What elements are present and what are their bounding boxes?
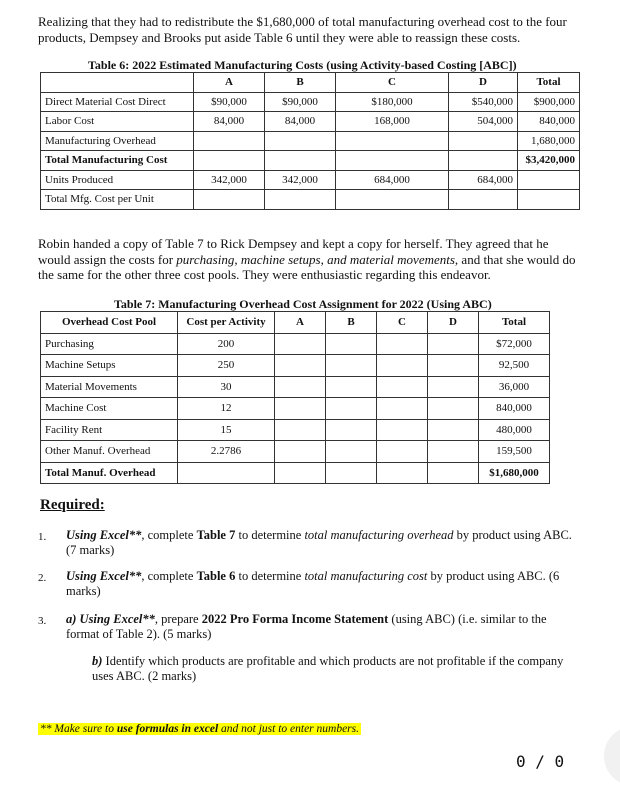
table-row — [41, 151, 580, 171]
table6-cell: 840,000 — [518, 112, 580, 132]
table7-header-row — [41, 312, 550, 334]
table6-cell: 684,000 — [449, 170, 518, 190]
table6-cell — [194, 131, 265, 151]
table7-cell: $1,680,000 — [479, 462, 550, 484]
table7-header-cell: A — [275, 312, 326, 334]
table6-header-row — [41, 73, 580, 93]
table7-cell: Machine Setups — [41, 355, 178, 377]
table6-cell — [265, 151, 336, 171]
table-row — [41, 376, 550, 398]
item-italic: total manufacturing cost — [304, 569, 428, 583]
note-text: and not just to enter numbers. — [218, 723, 360, 735]
table6-cell: Direct Material Cost Direct — [41, 92, 194, 112]
table7-cell — [275, 376, 326, 398]
robin-italic: purchasing, machine setups, and material movements — [176, 251, 455, 267]
table6-cell — [194, 190, 265, 210]
required-item-3b — [92, 654, 572, 684]
table7-cell: Total Manuf. Overhead — [41, 462, 178, 484]
table7-cell — [326, 398, 377, 420]
table6-cell — [336, 190, 449, 210]
table7-header-cell: B — [326, 312, 377, 334]
table7-cell — [326, 419, 377, 441]
table7-cell — [377, 462, 428, 484]
table7-cell: Machine Cost — [41, 398, 178, 420]
table-row — [41, 112, 580, 132]
table7-cell — [377, 355, 428, 377]
table6-caption: Table 6: 2022 Estimated Manufacturing Costs (using Activity-based Costing [ABC]) — [88, 58, 517, 72]
item-lead: Using Excel** — [66, 569, 142, 583]
table7-cell — [428, 419, 479, 441]
robin-paragraph — [38, 236, 578, 283]
table7-cell: 840,000 — [479, 398, 550, 420]
note-bold: use formulas in excel — [116, 723, 219, 735]
table7-caption: Table 7: Manufacturing Overhead Cost Assignment for 2022 (Using ABC) — [114, 297, 492, 311]
table7-header-cell: Total — [479, 312, 550, 334]
table6-cell: $540,000 — [449, 92, 518, 112]
table6-cell: Labor Cost — [41, 112, 194, 132]
table7-cell — [178, 462, 275, 484]
table7-cell: 2.2786 — [178, 441, 275, 463]
excel-formula-note — [38, 723, 361, 735]
table7-header-cell: Overhead Cost Pool — [41, 312, 178, 334]
table6-cell — [336, 151, 449, 171]
table7-header-cell: Cost per Activity — [178, 312, 275, 334]
table7-cell: Purchasing — [41, 333, 178, 355]
robin-text-1: Robin handed a copy of Table 7 to Rick Dempsey and kept a copy for herself. They agreed that he would assign the costs for — [38, 236, 549, 267]
item-text: , complete — [141, 569, 197, 583]
table6-cell: Total Manufacturing Cost — [41, 151, 194, 171]
item-bold: Table 7 — [196, 528, 236, 542]
item-number: 1. — [38, 531, 47, 543]
table7-header-cell: C — [377, 312, 428, 334]
required-heading: Required: — [40, 497, 105, 513]
item-number: 3. — [38, 615, 47, 627]
table7-cell: 30 — [178, 376, 275, 398]
item-bold: 2022 Pro Forma Income Statement — [201, 612, 389, 626]
required-item-2 — [66, 569, 574, 599]
table6-cell: 84,000 — [265, 112, 336, 132]
table6-cell: $3,420,000 — [518, 151, 580, 171]
table6-cell — [518, 190, 580, 210]
table7-cell: $72,000 — [479, 333, 550, 355]
table6-cell: Manufacturing Overhead — [41, 131, 194, 151]
table7-cell — [275, 441, 326, 463]
item-text: (using ABC) (i.e. similar to the format of Table 2). (5 marks) — [66, 612, 547, 641]
table7-cell — [428, 462, 479, 484]
required-item-1 — [66, 528, 574, 558]
table6-cell: 168,000 — [336, 112, 449, 132]
item-text: by product using ABC. (7 marks) — [66, 528, 572, 557]
table-row — [41, 441, 550, 463]
table6-cell: Total Mfg. Cost per Unit — [41, 190, 194, 210]
table6-cell: 342,000 — [265, 170, 336, 190]
table7-cell — [326, 355, 377, 377]
table7-cell — [428, 441, 479, 463]
table7-cell — [326, 462, 377, 484]
table7-cell: 92,500 — [479, 355, 550, 377]
table6-cell: 342,000 — [194, 170, 265, 190]
table7-cell — [326, 333, 377, 355]
table-row — [41, 92, 580, 112]
item-text: , prepare — [154, 612, 202, 626]
table6-header-cell — [41, 73, 194, 93]
table6-cell: 684,000 — [336, 170, 449, 190]
item-bold: Table 6 — [196, 569, 236, 583]
table6-cell — [265, 131, 336, 151]
table7-cell — [428, 333, 479, 355]
table7-cell: Facility Rent — [41, 419, 178, 441]
table6-cell — [449, 190, 518, 210]
table7-cell — [377, 441, 428, 463]
table7-cell: Other Manuf. Overhead — [41, 441, 178, 463]
item-number: 2. — [38, 572, 47, 584]
robin-text-2: , and that she would do the same for the other three cost pools. They were enthusiastic regarding this endeavor. — [38, 251, 576, 282]
table-row — [41, 398, 550, 420]
item-lead: a) Using Excel** — [66, 612, 155, 626]
table7 — [40, 311, 550, 484]
table6-cell: Units Produced — [41, 170, 194, 190]
table6-cell: $90,000 — [265, 92, 336, 112]
table7-cell — [428, 355, 479, 377]
table7-cell: Material Movements — [41, 376, 178, 398]
table6-header-cell: A — [194, 73, 265, 93]
table7-cell — [428, 398, 479, 420]
item-text: , complete — [141, 528, 197, 542]
item-text: to determine — [235, 528, 305, 542]
required-item-3a — [66, 612, 574, 642]
page-counter: 0 / 0 — [516, 752, 565, 771]
sub-b-text: Identify which products are profitable and which products are not profitable if the company uses ABC. (2 marks) — [92, 654, 564, 683]
table6-cell: $90,000 — [194, 92, 265, 112]
table6-header-cell: B — [265, 73, 336, 93]
note-text: ** Make sure to — [40, 723, 117, 735]
table6-cell: $180,000 — [336, 92, 449, 112]
table-row — [41, 355, 550, 377]
table-row — [41, 131, 580, 151]
table6-cell — [336, 131, 449, 151]
table-row — [41, 333, 550, 355]
table-row — [41, 170, 580, 190]
table7-cell — [275, 398, 326, 420]
table7-cell — [377, 419, 428, 441]
item-text: to determine — [235, 569, 305, 583]
table6-header-cell: C — [336, 73, 449, 93]
sub-b-label: b) — [92, 654, 103, 668]
table6-cell: 84,000 — [194, 112, 265, 132]
table-row — [41, 190, 580, 210]
table7-cell: 250 — [178, 355, 275, 377]
table7-cell — [275, 419, 326, 441]
table7-header-cell: D — [428, 312, 479, 334]
table6-cell: 1,680,000 — [518, 131, 580, 151]
intro-paragraph: Realizing that they had to redistribute the $1,680,000 of total manufacturing overhead cost to the four products, Dempsey and Brooks put aside Table 6 until they were able to reassign these costs. — [38, 14, 567, 45]
table6 — [40, 72, 580, 210]
table-row — [41, 419, 550, 441]
table6-header-cell: D — [449, 73, 518, 93]
table7-cell — [377, 398, 428, 420]
floating-action-button[interactable] — [604, 726, 620, 786]
table6-cell: 504,000 — [449, 112, 518, 132]
table6-cell — [449, 131, 518, 151]
table6-cell: $900,000 — [518, 92, 580, 112]
table6-cell — [449, 151, 518, 171]
table6-cell — [518, 170, 580, 190]
table7-cell: 200 — [178, 333, 275, 355]
table7-cell — [326, 441, 377, 463]
item-text: by product using ABC. (6 marks) — [66, 569, 560, 598]
table7-cell — [275, 462, 326, 484]
table7-cell — [428, 376, 479, 398]
item-lead: Using Excel** — [66, 528, 142, 542]
table7-cell: 15 — [178, 419, 275, 441]
table6-cell — [194, 151, 265, 171]
table7-cell — [377, 376, 428, 398]
table6-cell — [265, 190, 336, 210]
item-italic: total manufacturing overhead — [304, 528, 454, 542]
table7-cell: 36,000 — [479, 376, 550, 398]
table7-cell — [377, 333, 428, 355]
table6-header-cell: Total — [518, 73, 580, 93]
table7-cell: 159,500 — [479, 441, 550, 463]
table-row — [41, 462, 550, 484]
table7-cell — [275, 333, 326, 355]
table7-cell — [326, 376, 377, 398]
table7-cell: 480,000 — [479, 419, 550, 441]
table7-cell: 12 — [178, 398, 275, 420]
table7-cell — [275, 355, 326, 377]
